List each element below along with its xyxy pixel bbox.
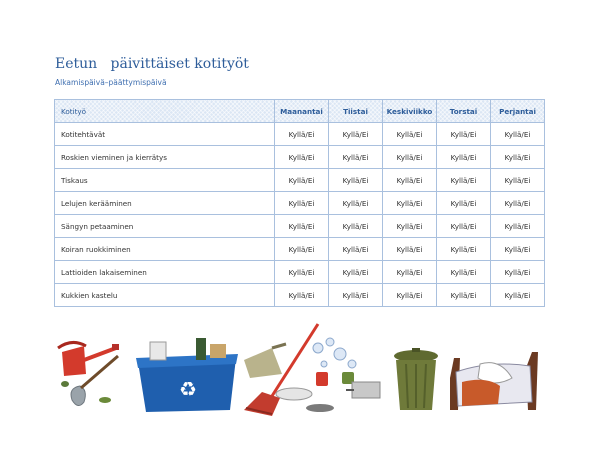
table-cell: Kyllä/Ei [383,261,437,284]
table-cell: Kyllä/Ei [275,284,329,307]
column-header-tuesday: Tiistai [329,100,383,123]
column-header-thursday: Torstai [437,100,491,123]
table-cell: Kyllä/Ei [275,238,329,261]
table-cell: Kyllä/Ei [329,284,383,307]
table-row [55,146,545,169]
column-header-friday: Perjantai [491,100,545,123]
soap-bubbles-icon [313,338,356,368]
column-header-wednesday: Keskiviikko [383,100,437,123]
table-cell: Kyllä/Ei [383,123,437,146]
table-row [55,284,545,307]
dishes-icon [276,372,380,412]
table-row [55,215,545,238]
bed-icon [450,352,538,410]
table-cell: Kyllä/Ei [383,192,437,215]
chore-name: Kukkien kastelu [55,284,275,307]
table-row [55,192,545,215]
column-header-monday: Maanantai [275,100,329,123]
table-cell: Kyllä/Ei [491,261,545,284]
table-row [55,238,545,261]
table-cell: Kyllä/Ei [329,169,383,192]
table-cell: Kyllä/Ei [491,215,545,238]
table-cell: Kyllä/Ei [437,146,491,169]
table-cell: Kyllä/Ei [329,261,383,284]
dustpan-icon [244,344,286,378]
table-cell: Kyllä/Ei [275,192,329,215]
chore-name: Lelujen kerääminen [55,192,275,215]
table-cell: Kyllä/Ei [275,261,329,284]
date-range-subtitle: Alkamispäivä–päättymispäivä [55,78,167,87]
chore-table [54,99,545,307]
table-cell: Kyllä/Ei [437,261,491,284]
table-row [55,261,545,284]
table-cell: Kyllä/Ei [491,146,545,169]
table-cell: Kyllä/Ei [437,192,491,215]
table-cell: Kyllä/Ei [437,123,491,146]
column-header-chore: Kotityö [55,100,275,123]
chore-name: Sängyn petaaminen [55,215,275,238]
table-cell: Kyllä/Ei [275,123,329,146]
chore-name: Lattioiden lakaiseminen [55,261,275,284]
table-cell: Kyllä/Ei [491,169,545,192]
table-cell: Kyllä/Ei [329,238,383,261]
table-cell: Kyllä/Ei [491,192,545,215]
table-cell: Kyllä/Ei [491,123,545,146]
table-cell: Kyllä/Ei [329,192,383,215]
table-cell: Kyllä/Ei [437,238,491,261]
table-row [55,169,545,192]
table-cell: Kyllä/Ei [437,169,491,192]
trash-can-icon [394,348,438,410]
chore-name: Koiran ruokkiminen [55,238,275,261]
table-row [55,123,545,146]
table-cell: Kyllä/Ei [437,215,491,238]
table-cell: Kyllä/Ei [383,284,437,307]
table-cell: Kyllä/Ei [275,169,329,192]
chores-illustration [50,318,550,428]
table-header-row [55,100,545,123]
table-cell: Kyllä/Ei [275,146,329,169]
table-cell: Kyllä/Ei [329,123,383,146]
watering-can-icon [58,342,119,403]
table-cell: Kyllä/Ei [383,215,437,238]
chore-name: Roskien vieminen ja kierrätys [55,146,275,169]
table-cell: Kyllä/Ei [383,146,437,169]
chore-name: Kotitehtävät [55,123,275,146]
chore-name: Tiskaus [55,169,275,192]
table-cell: Kyllä/Ei [383,169,437,192]
table-cell: Kyllä/Ei [491,284,545,307]
table-cell: Kyllä/Ei [383,238,437,261]
page-title: Eetun päivittäiset kotityöt [55,56,249,72]
table-cell: Kyllä/Ei [491,238,545,261]
recycling-bin-icon [136,338,238,412]
svg-text:♻: ♻ [179,377,197,401]
table-cell: Kyllä/Ei [437,284,491,307]
table-cell: Kyllä/Ei [329,215,383,238]
table-cell: Kyllä/Ei [275,215,329,238]
table-cell: Kyllä/Ei [329,146,383,169]
